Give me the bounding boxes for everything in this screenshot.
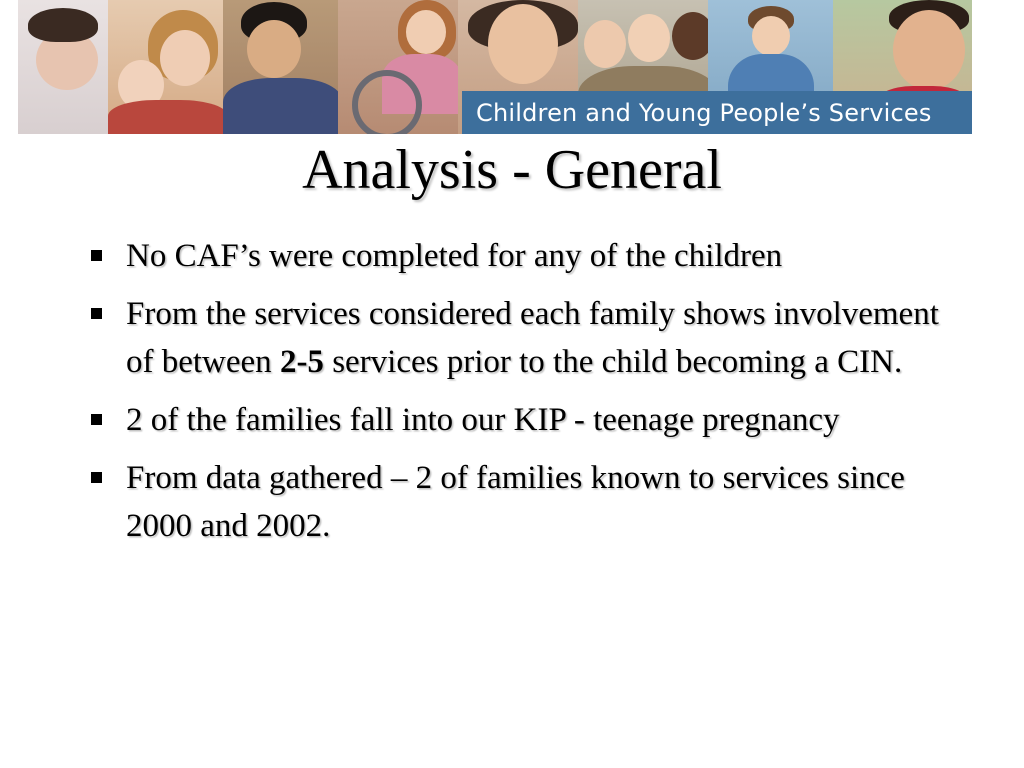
square-bullet-icon	[91, 250, 102, 261]
bullet-item	[88, 396, 948, 444]
hair-shape	[28, 8, 98, 42]
bullet-text: From data gathered – 2 of families known to services since 2000 and 2002.	[126, 460, 905, 544]
face-shape	[584, 20, 626, 68]
header-banner	[18, 0, 972, 134]
banner-caption: Children and Young People’s Services	[476, 98, 932, 127]
photo-boy-reading	[223, 0, 343, 134]
square-bullet-icon	[91, 472, 102, 483]
clothing-shape	[108, 100, 228, 134]
banner-caption-strip	[462, 91, 972, 134]
bullet-item	[88, 290, 948, 386]
face-shape	[752, 16, 790, 56]
face-shape	[488, 4, 558, 84]
bullet-item	[88, 232, 948, 280]
square-bullet-icon	[91, 308, 102, 319]
slide-title: Analysis - General	[302, 139, 722, 201]
photo-girl-wheelchair	[338, 0, 468, 134]
bullet-list	[88, 232, 948, 560]
wheel-shape	[352, 70, 422, 134]
bullet-text: No CAF’s were completed for any of the children	[126, 238, 783, 274]
face-shape	[160, 30, 210, 86]
face-shape	[893, 10, 965, 90]
face-shape	[406, 10, 446, 54]
bullet-text-part: services prior to the child becoming a CIN.	[323, 344, 903, 380]
bullet-text	[126, 296, 939, 380]
bullet-emphasis: 2-5	[279, 344, 324, 380]
photo-mother-toddler	[108, 0, 228, 134]
bullet-item	[88, 454, 948, 550]
face-shape	[628, 14, 670, 62]
bullet-text: 2 of the families fall into our KIP - teenage pregnancy	[126, 402, 840, 438]
face-shape	[247, 20, 301, 78]
square-bullet-icon	[91, 414, 102, 425]
clothing-shape	[223, 78, 343, 134]
bullet-text-part: From the services considered each family shows involvement of between	[126, 296, 939, 380]
